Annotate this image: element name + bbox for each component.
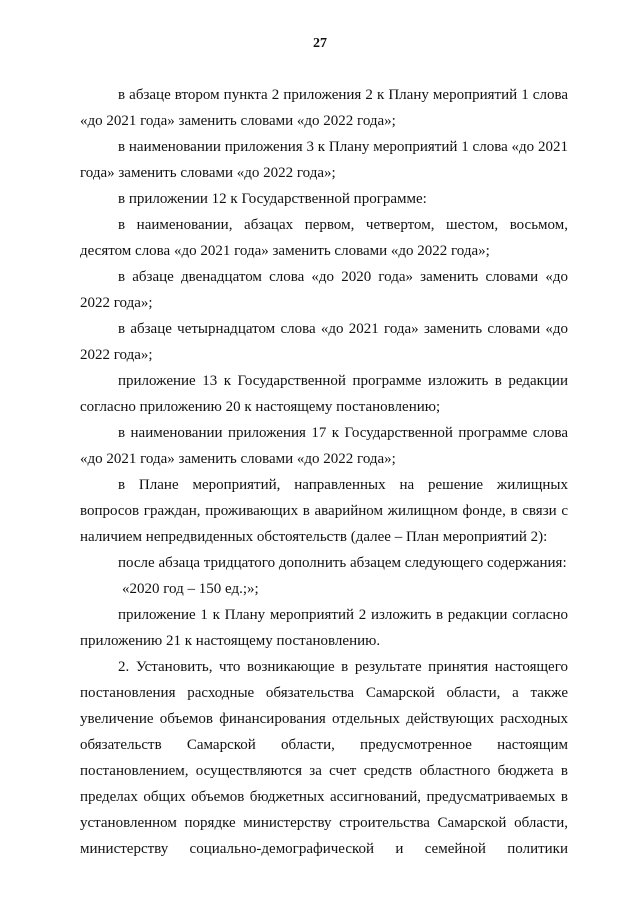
paragraph-3: в приложении 12 к Государственной программе: bbox=[118, 191, 427, 207]
paragraph-8: в наименовании приложения 17 к Государственной программе слова «до 2021 года» заменить словами «до 2022 года»; bbox=[80, 425, 568, 467]
paragraph-13: 2. Установить, что возникающие в результате принятия настоящего постановления расходные обязательства Самарской области, а также увеличение объемов финансирования отдельных действующих расходных обязательств Самарской области, предусмотренное настоящим постановлением, осуществляются за счет средств областного бюджета в пределах общих объемов бюджетных ассигнований, предусматриваемых в установленном порядке министерству строительства Самарской области, министерству социально-демографической и семейной политики bbox=[80, 659, 568, 857]
paragraph-1: в абзаце втором пункта 2 приложения 2 к Плану мероприятий 1 слова «до 2021 года» заменить словами «до 2022 года»; bbox=[80, 87, 568, 129]
paragraph-7: приложение 13 к Государственной программе изложить в редакции согласно приложению 20 к настоящему постановлению; bbox=[80, 373, 568, 415]
paragraph-6: в абзаце четырнадцатом слова «до 2021 года» заменить словами «до 2022 года»; bbox=[80, 321, 568, 363]
paragraph-11: «2020 год – 150 ед.;»; bbox=[122, 581, 259, 597]
paragraph-2: в наименовании приложения 3 к Плану мероприятий 1 слова «до 2021 года» заменить словами «до 2022 года»; bbox=[80, 139, 568, 181]
paragraph-9: в Плане мероприятий, направленных на решение жилищных вопросов граждан, проживающих в аварийном жилищном фонде, в связи с наличием непредвиденных обстоятельств (далее – План мероприятий 2): bbox=[80, 477, 568, 545]
paragraph-10: после абзаца тридцатого дополнить абзацем следующего содержания: bbox=[118, 555, 567, 571]
paragraph-12: приложение 1 к Плану мероприятий 2 изложить в редакции согласно приложению 21 к настоящему постановлению. bbox=[80, 607, 568, 649]
paragraph-4: в наименовании, абзацах первом, четвертом, шестом, восьмом, десятом слова «до 2021 года» заменить словами «до 2022 года»; bbox=[80, 217, 568, 259]
document-body bbox=[80, 82, 568, 862]
paragraph-5: в абзаце двенадцатом слова «до 2020 года» заменить словами «до 2022 года»; bbox=[80, 269, 568, 311]
page-number: 27 bbox=[313, 36, 327, 51]
